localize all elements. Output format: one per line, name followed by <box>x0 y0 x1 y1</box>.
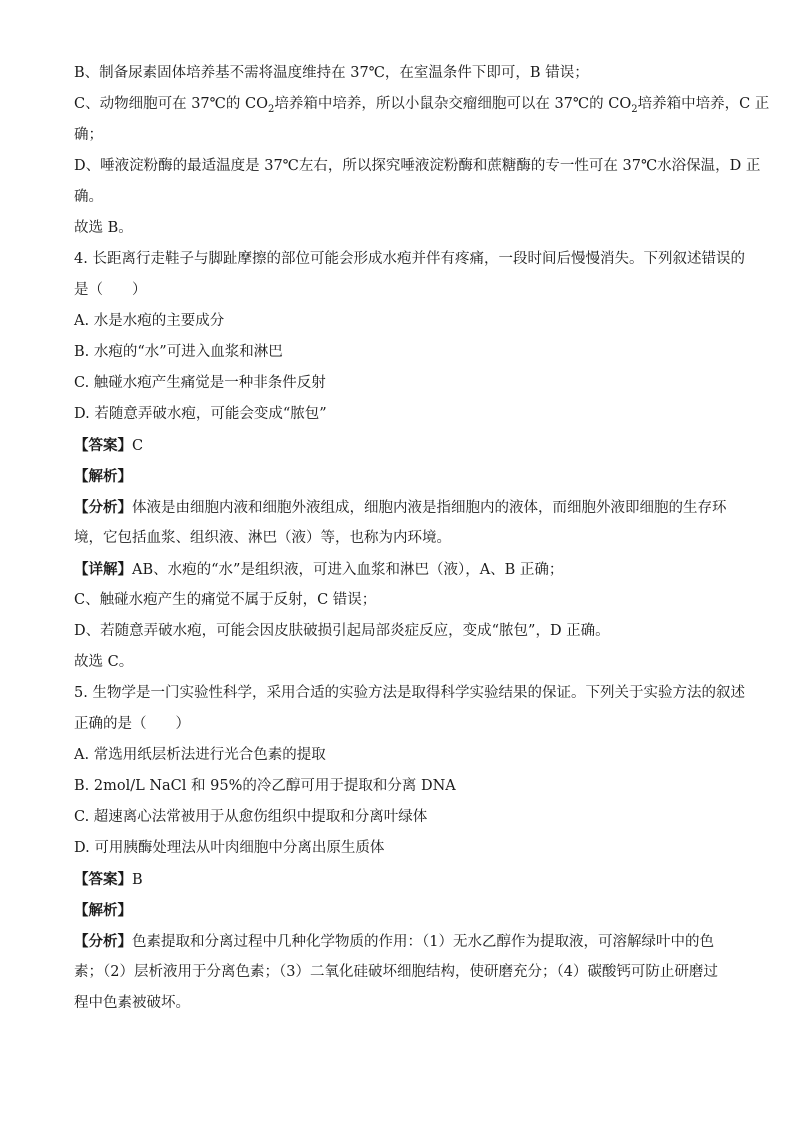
fenxi-tag: 【分析】 <box>74 499 132 516</box>
q4-option-b: B. 水疱的“水”可进入血浆和淋巴 <box>74 344 283 360</box>
q4-fenxi-line1 <box>74 492 727 523</box>
answer-value: B <box>132 872 143 888</box>
q4-option-c: C. 触碰水疱产生痛觉是一种非条件反射 <box>74 375 326 391</box>
xiangjie-tag: 【详解】 <box>74 561 132 578</box>
prev-answer-c-cont: 确； <box>74 127 103 143</box>
q4-option-a: A. 水是水疱的主要成分 <box>74 313 225 329</box>
subscript-2: 2 <box>631 103 638 115</box>
q5-option-c: C. 超速离心法常被用于从愈伤组织中提取和分离叶绿体 <box>74 809 428 825</box>
answer-tag: 【答案】 <box>74 871 132 888</box>
answer-value: C <box>132 438 144 454</box>
q5-fenxi-line3: 程中色素被破坏。 <box>74 995 190 1011</box>
q4-stem-line1: 4. 长距离行走鞋子与脚趾摩擦的部位可能会形成水疱并伴有疼痛，一段时间后慢慢消失。下列叙述错误的 <box>74 251 745 267</box>
q4-conclusion: 故选 C。 <box>74 654 134 670</box>
q4-analysis <box>74 461 724 492</box>
fenxi-tag: 【分析】 <box>74 933 132 950</box>
xiangjie-text: AB、水疱的“水”是组织液，可进入血浆和淋巴（液），A、B 正确； <box>132 562 564 578</box>
q4-stem-line2: 是（ ） <box>74 282 147 298</box>
document-page <box>74 58 770 1019</box>
q4-xiangjie-line1 <box>74 554 724 585</box>
prev-answer-c <box>74 89 770 120</box>
prev-answer-d: D、唾液淀粉酶的最适温度是 37℃左右，所以探究唾液淀粉酶和蔗糖酶的专一性可在 37℃水浴保温，D 正 <box>74 158 761 174</box>
q4-xiangjie-line2: C、触碰水疱产生的痛觉不属于反射，C 错误； <box>74 592 377 608</box>
fenxi-text: 体液是由细胞内液和细胞外液组成，细胞内液是指细胞内的液体，而细胞外液即细胞的生存环 <box>132 500 727 516</box>
q5-fenxi-line1 <box>74 926 724 957</box>
analysis-tag: 【解析】 <box>74 902 132 919</box>
q5-option-d: D. 可用胰酶处理法从叶肉细胞中分离出原生质体 <box>74 840 385 856</box>
prev-answer-d-cont: 确。 <box>74 189 103 205</box>
q5-stem-line2: 正确的是（ ） <box>74 716 190 732</box>
q5-option-a: A. 常选用纸层析法进行光合色素的提取 <box>74 747 326 763</box>
q4-option-d: D. 若随意弄破水疱，可能会变成“脓包” <box>74 406 327 422</box>
q5-analysis <box>74 895 724 926</box>
fenxi-text: 色素提取和分离过程中几种化学物质的作用：（1）无水乙醇作为提取液，可溶解绿叶中的色 <box>132 934 714 950</box>
q5-stem-line1: 5. 生物学是一门实验性科学，采用合适的实验方法是取得科学实验结果的保证。下列关于实验方法的叙述 <box>74 685 745 701</box>
prev-answer-c-part3: 培养箱中培养，C 正 <box>637 96 770 112</box>
prev-answer-c-part2: 培养箱中培养，所以小鼠杂交瘤细胞可以在 37℃的 CO <box>274 96 632 112</box>
prev-answer-c-part1: C、动物细胞可在 37℃的 CO <box>74 96 268 112</box>
q5-answer <box>74 864 724 895</box>
analysis-tag: 【解析】 <box>74 468 132 485</box>
q4-xiangjie-line3: D、若随意弄破水疱，可能会因皮肤破损引起局部炎症反应，变成“脓包”，D 正确。 <box>74 623 610 639</box>
q4-answer <box>74 430 724 461</box>
q5-option-b: B. 2mol/L NaCl 和 95%的冷乙醇可用于提取和分离 DNA <box>74 778 456 794</box>
q4-fenxi-line2: 境，它包括血浆、组织液、淋巴（液）等，也称为内环境。 <box>74 530 451 546</box>
answer-tag: 【答案】 <box>74 437 132 454</box>
q5-fenxi-line2: 素；（2）层析液用于分离色素；（3）二氧化硅破坏细胞结构，使研磨充分；（4）碳酸钙可防止研磨过 <box>74 964 718 980</box>
subscript-2: 2 <box>267 103 275 115</box>
prev-conclusion: 故选 B。 <box>74 220 133 236</box>
prev-answer-b: B、制备尿素固体培养基不需将温度维持在 37℃，在室温条件下即可，B 错误； <box>74 65 589 81</box>
